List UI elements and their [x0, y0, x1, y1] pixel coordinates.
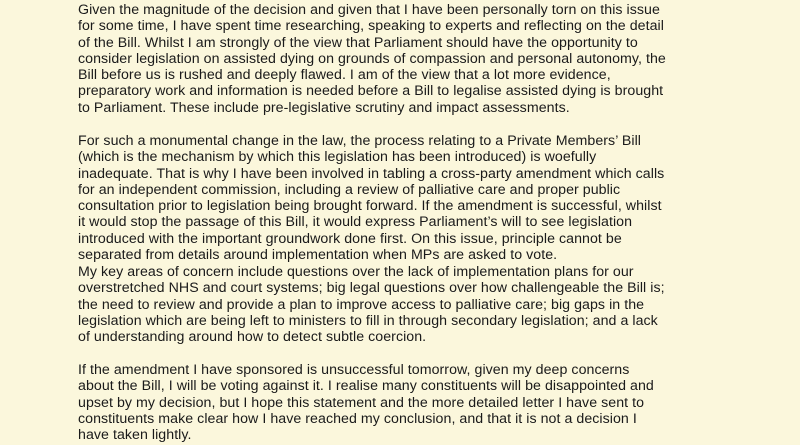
paragraph-line: For such a monumental change in the law, the process relating to a Private Members’ Bill [78, 133, 641, 149]
paragraph-line: constituents make clear how I have reached my conclusion, and that it is not a decision I [78, 410, 637, 427]
paragraph-line: for an independent commission, including a review of palliative care and proper public [78, 181, 621, 198]
paragraph-line: If the amendment I have sponsored is unsuccessful tomorrow, given my deep concerns [78, 362, 630, 378]
paragraph-1 [78, 2, 666, 116]
paragraph-line: overstretched NHS and court systems; big legal questions over how challengeable the Bill is; [78, 280, 665, 297]
paragraph-line: have taken lightly. [78, 427, 192, 444]
statement-document [78, 0, 728, 445]
paragraph-line: of the Bill. Whilst I am strongly of the view that Parliament should have the opportunity to [78, 34, 638, 51]
paragraph-line: of understanding around how to detect subtle coercion. [78, 329, 427, 346]
paragraph-line: the need to review and provide a plan to improve access to palliative care; big gaps in the [78, 296, 645, 313]
paragraph-line: My key areas of concern include questions over the lack of implementation plans for our [78, 264, 634, 280]
paragraph-line: Bill before us is rushed and deeply flawed. I am of the view that a lot more evidence, [78, 67, 611, 84]
paragraph-line: inadequate. That is why I have been involved in tabling a cross-party amendment which calls [78, 165, 665, 182]
paragraph-2 [78, 133, 664, 263]
paragraph-line: Given the magnitude of the decision and given that I have been personally torn on this issue [78, 2, 660, 18]
paragraph-3 [78, 264, 665, 345]
paragraph-line: consultation prior to legislation being brought forward. If the amendment is successful, whilst [78, 198, 662, 215]
paragraph-line: consider legislation on assisted dying on grounds of compassion and personal autonomy, the [78, 50, 666, 67]
paragraph-4 [78, 362, 654, 443]
paragraph-line: legislation which are being left to ministers to fill in through secondary legislation; and a lack [78, 312, 658, 329]
paragraph-line: (which is the mechanism by which this legislation has been introduced) is woefully [78, 149, 597, 166]
paragraph-line: upset by my decision, but I hope this statement and the more detailed letter I have sent to [78, 394, 645, 411]
paragraph-line: for some time, I have spent time researching, speaking to experts and reflecting on the detail [78, 18, 664, 35]
paragraph-line: preparatory work and information is needed before a Bill to legalise assisted dying is brought [78, 83, 664, 100]
paragraph-line: about the Bill, I will be voting against it. I realise many constituents will be disappointed and [78, 378, 654, 395]
paragraph-line: introduced with the important groundwork done first. On this issue, principle cannot be [78, 230, 622, 247]
paragraph-line: separated from details around implementation when MPs are asked to vote. [78, 247, 558, 264]
paragraph-line: it would stop the passage of this Bill, it would express Parliament’s will to see legislation [78, 214, 633, 231]
paragraph-line: to Parliament. These include pre-legislative scrutiny and impact assessments. [78, 99, 570, 116]
